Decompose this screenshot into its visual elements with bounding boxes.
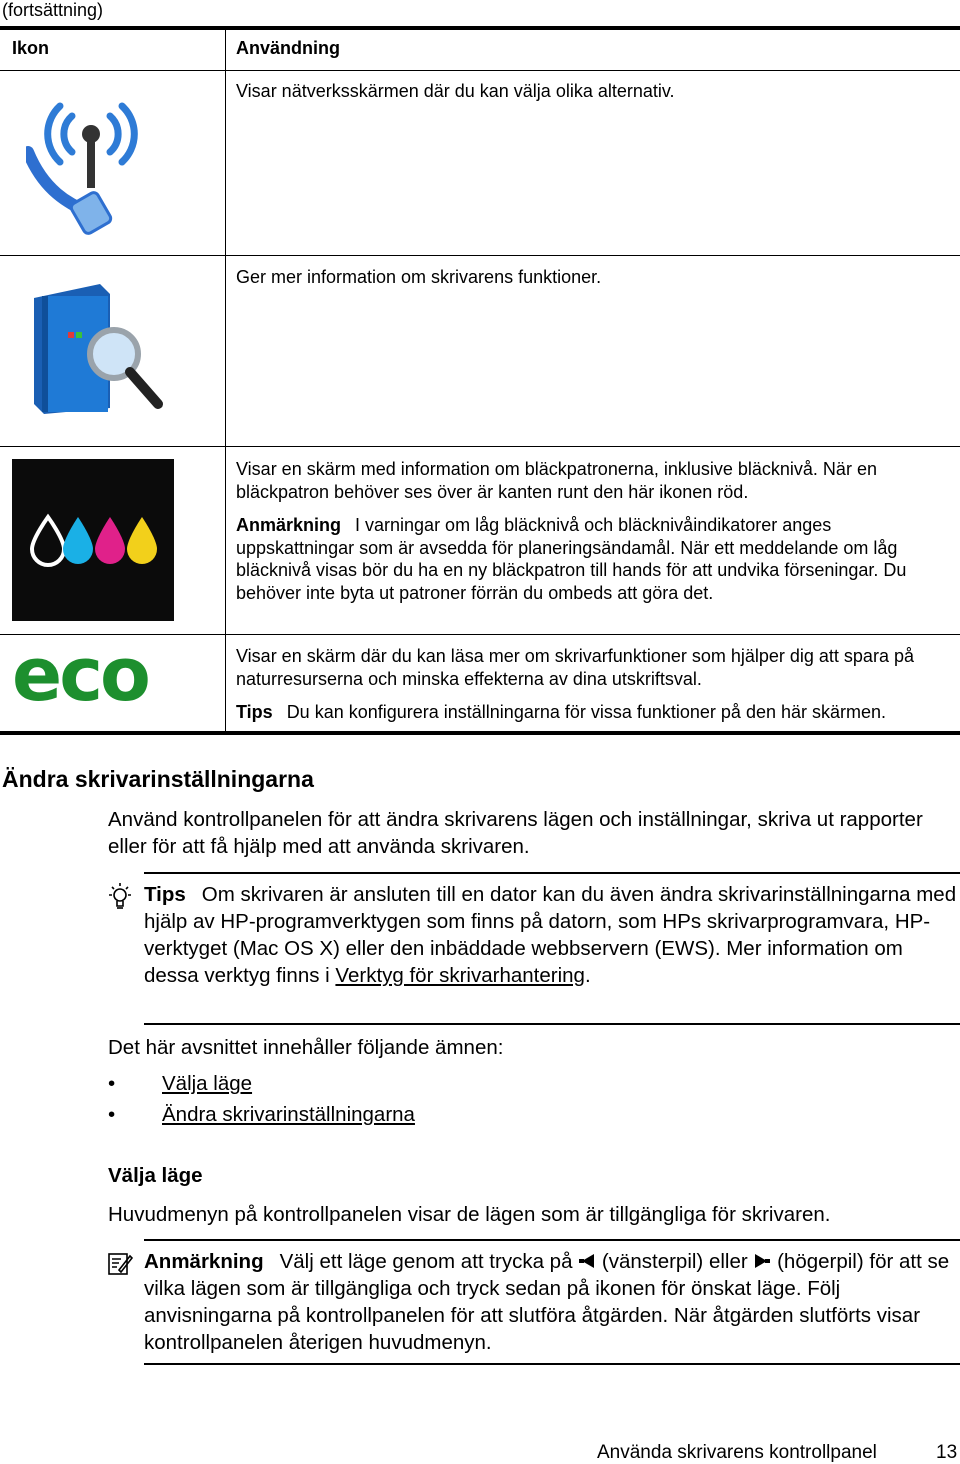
- bullet: •: [108, 1072, 116, 1095]
- right-arrow-icon: [753, 1250, 771, 1268]
- table-row-divider: [0, 255, 960, 256]
- network-icon: [26, 96, 146, 238]
- subsection-text: Huvudmenyn på kontrollpanelen visar de lägen som är tillgängliga för skrivaren.: [108, 1203, 831, 1226]
- note-label: Anmärkning: [236, 515, 342, 535]
- note-pencil-icon: [107, 1250, 133, 1276]
- tip-text-end: .: [584, 964, 591, 987]
- tip-text: Du kan konfigurera inställningarna för vissa funktioner på den här skärmen.: [286, 702, 887, 722]
- note-top-rule: [144, 1239, 960, 1241]
- note-text-middle: (vänsterpil) eller: [596, 1250, 754, 1273]
- subsection-title: Välja läge: [108, 1164, 203, 1187]
- topics-intro: Det här avsnittet innehåller följande ämnen:: [108, 1036, 504, 1059]
- tip-label: Tips: [236, 702, 273, 722]
- row-ink-note: [236, 514, 951, 604]
- row-help-description: Ger mer information om skrivarens funktioner.: [236, 267, 602, 287]
- table-bottom-rule: [0, 731, 960, 735]
- section-title: Ändra skrivarinställningarna: [2, 766, 314, 792]
- topic-link-valja-lage[interactable]: Välja läge: [162, 1072, 253, 1095]
- table-column-divider: [225, 30, 226, 731]
- table-header-rule: [0, 70, 960, 71]
- ink-drops-icon: [12, 459, 174, 621]
- tip-bottom-rule: [144, 1023, 960, 1025]
- subsection-note: [144, 1248, 960, 1356]
- row-eco-tip: [236, 701, 951, 724]
- tip-top-rule: [144, 872, 960, 874]
- note-text: Välj ett läge genom att trycka på: [279, 1250, 579, 1273]
- eco-icon-text: eco: [12, 634, 148, 714]
- note-text: I varningar om låg bläcknivå och bläcknivåindikatorer anges uppskattningar som är avsedda för planeringsändamål. När ett meddelande om låg bläcknivå visas bör du ha en ny bläckpatron till hands för att undvika förseningar. Du behöver inte byta ut patroner förrän du ombeds att göra det.: [236, 515, 907, 603]
- note-text-end: (högerpil) för att se vilka lägen som är tillgängliga och tryck sedan på ikonen för önskat läge. Följ anvisningarna på kontrollpanelen för att slutföra åtgärden. När åtgärden slutförts visar kontrollpanelen återigen huvudmenyn.: [144, 1250, 950, 1354]
- section-intro: Använd kontrollpanelen för att ändra skrivarens lägen och inställningar, skriva ut rapporter eller för att få hjälp med att använda skrivaren.: [108, 808, 923, 858]
- row-network-description: Visar nätverksskärmen där du kan välja olika alternativ.: [236, 81, 675, 101]
- column-header-icon: Ikon: [12, 38, 50, 58]
- left-arrow-icon: [578, 1250, 596, 1268]
- help-book-icon: [30, 280, 168, 415]
- tip-label: Tips: [144, 883, 186, 906]
- tip-text: Om skrivaren är ansluten till en dator kan du även ändra skrivarinställningarna med hjälp av HP-programverktygen som finns på datorn, som HPs skrivarprogramvara, HP-verktyget (Mac OS X) eller den inbäddade webbservern (EWS). Mer information om dessa verktyg finns i: [144, 883, 957, 987]
- eco-icon: [12, 634, 174, 714]
- row-ink-description: Visar en skärm med information om bläckpatronerna, inklusive bläcknivå. När en bläckpatron behöver ses över är kanten runt den här ikonen röd.: [236, 459, 877, 502]
- tools-link[interactable]: Verktyg för skrivarhantering: [335, 964, 585, 987]
- section-tip: [144, 881, 960, 989]
- footer-title: Använda skrivarens kontrollpanel: [597, 1442, 877, 1463]
- topic-link-andra-installningar[interactable]: Ändra skrivarinställningarna: [162, 1103, 415, 1126]
- page-number: 13: [936, 1442, 958, 1463]
- continued-label: (fortsättning): [2, 0, 104, 20]
- note-label: Anmärkning: [144, 1250, 264, 1273]
- note-bottom-rule: [144, 1363, 960, 1365]
- row-eco-description: Visar en skärm där du kan läsa mer om skrivarfunktioner som hjälper dig att spara på naturresurserna och minska effekterna av dina utskriftsval.: [236, 646, 914, 689]
- table-row-divider: [0, 446, 960, 447]
- column-header-usage: Användning: [236, 38, 340, 58]
- table-top-rule: [0, 26, 960, 30]
- bullet: •: [108, 1103, 116, 1126]
- lightbulb-icon: [107, 882, 133, 912]
